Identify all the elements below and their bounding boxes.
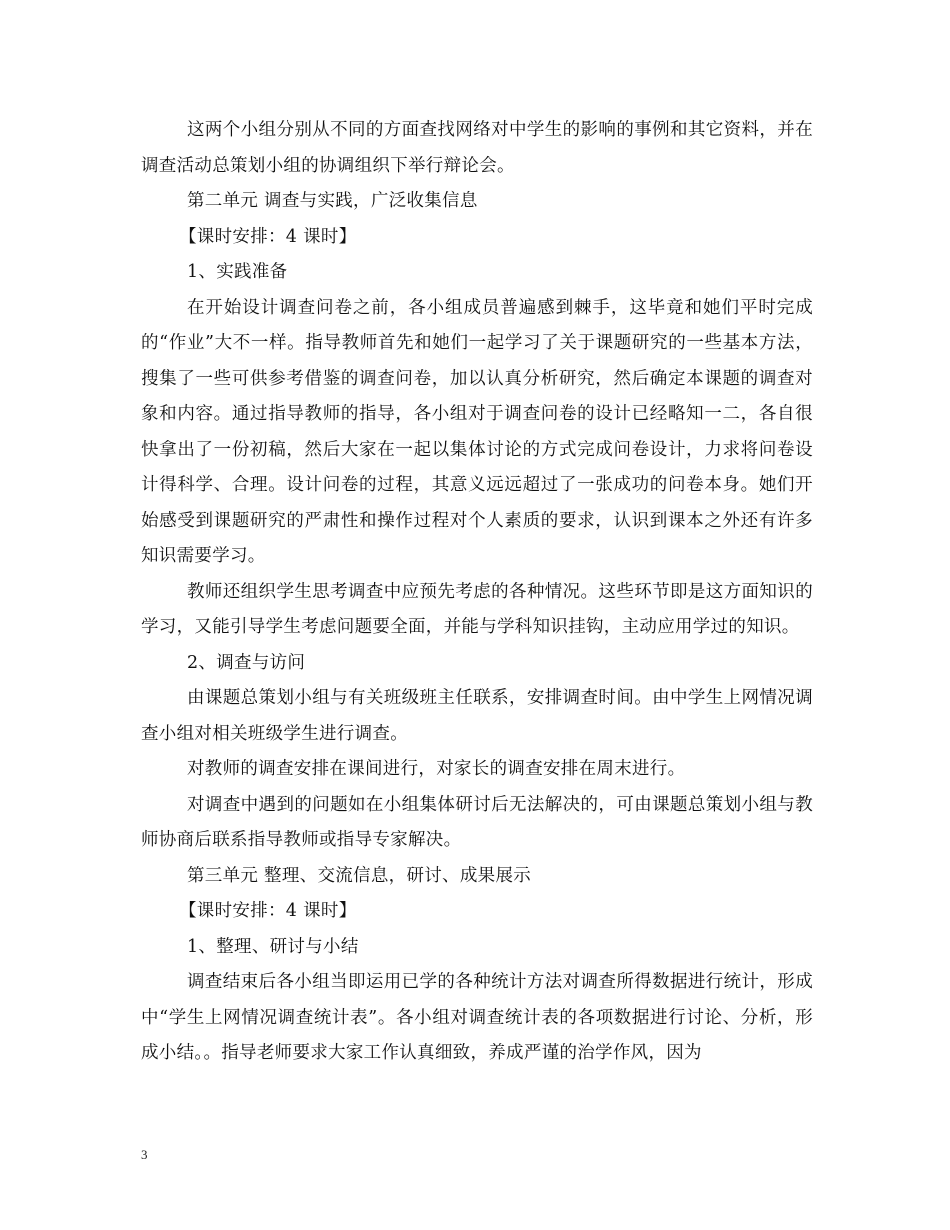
paragraph: 调查结束后各小组当即运用已学的各种统计方法对调查所得数据进行统计，形成中“学生上网情况调查统计表”。各小组对调查统计表的各项数据进行讨论、分析，形成小结。。指导老师要求大家工作认真细致，养成严谨的治学作风，因为 [141, 972, 813, 1063]
paragraph: 由课题总策划小组与有关班级班主任联系，安排调查时间。由中学生上网情况调查小组对相关班级学生进行调查。 [141, 688, 813, 744]
paragraph: 这两个小组分别从不同的方面查找网络对中学生的影响的事例和其它资料，并在调查活动总策划小组的协调组织下举行辩论会。 [141, 120, 813, 176]
unit-heading: 第三单元 整理、交流信息，研讨、成果展示 [187, 865, 532, 886]
paragraph: 对调查中遇到的问题如在小组集体研讨后无法解决的，可由课题总策划小组与教师协商后联系指导教师或指导专家解决。 [141, 794, 813, 850]
unit-heading: 第二单元 调查与实践，广泛收集信息 [187, 191, 478, 211]
paragraph: 教师还组织学生思考调查中应预先考虑的各种情况。这些环节即是这方面知识的学习，又能引导学生考虑问题要全面，并能与学科知识挂钩，主动应用学过的知识。 [141, 581, 813, 637]
section-heading: 1、实践准备 [187, 262, 288, 282]
section-heading: 2、调查与访问 [187, 652, 306, 673]
paragraph: 在开始设计调查问卷之前，各小组成员普遍感到棘手，这毕竟和她们平时完成的“作业”大不一样。指导教师首先和她们一起学习了关于课题研究的一些基本方法，搜集了一些可供参考借鉴的调查问卷，加以认真分析研究，然后确定本课题的调查对象和内容。通过指导教师的指导，各小组对于调查问卷的设计已经略知一二，各自很快拿出了一份初稿，然后大家在一起以集体讨论的方式完成问卷设计，力求将问卷设计得科学、合理。设计问卷的过程，其意义远远超过了一张成功的问卷本身。她们开始感受到课题研究的严肃性和操作过程对个人素质的要求，认识到课本之外还有许多知识需要学习。 [141, 297, 813, 566]
page-number: 3 [141, 1147, 148, 1162]
section-heading: 1、整理、研讨与小结 [187, 936, 359, 957]
body-text [141, 113, 813, 1072]
paragraph: 对教师的调查安排在课间进行，对家长的调查安排在周末进行。 [187, 759, 686, 779]
lesson-schedule: 【课时安排：4 课时】 [179, 226, 357, 247]
lesson-schedule: 【课时安排：4 课时】 [179, 901, 357, 921]
